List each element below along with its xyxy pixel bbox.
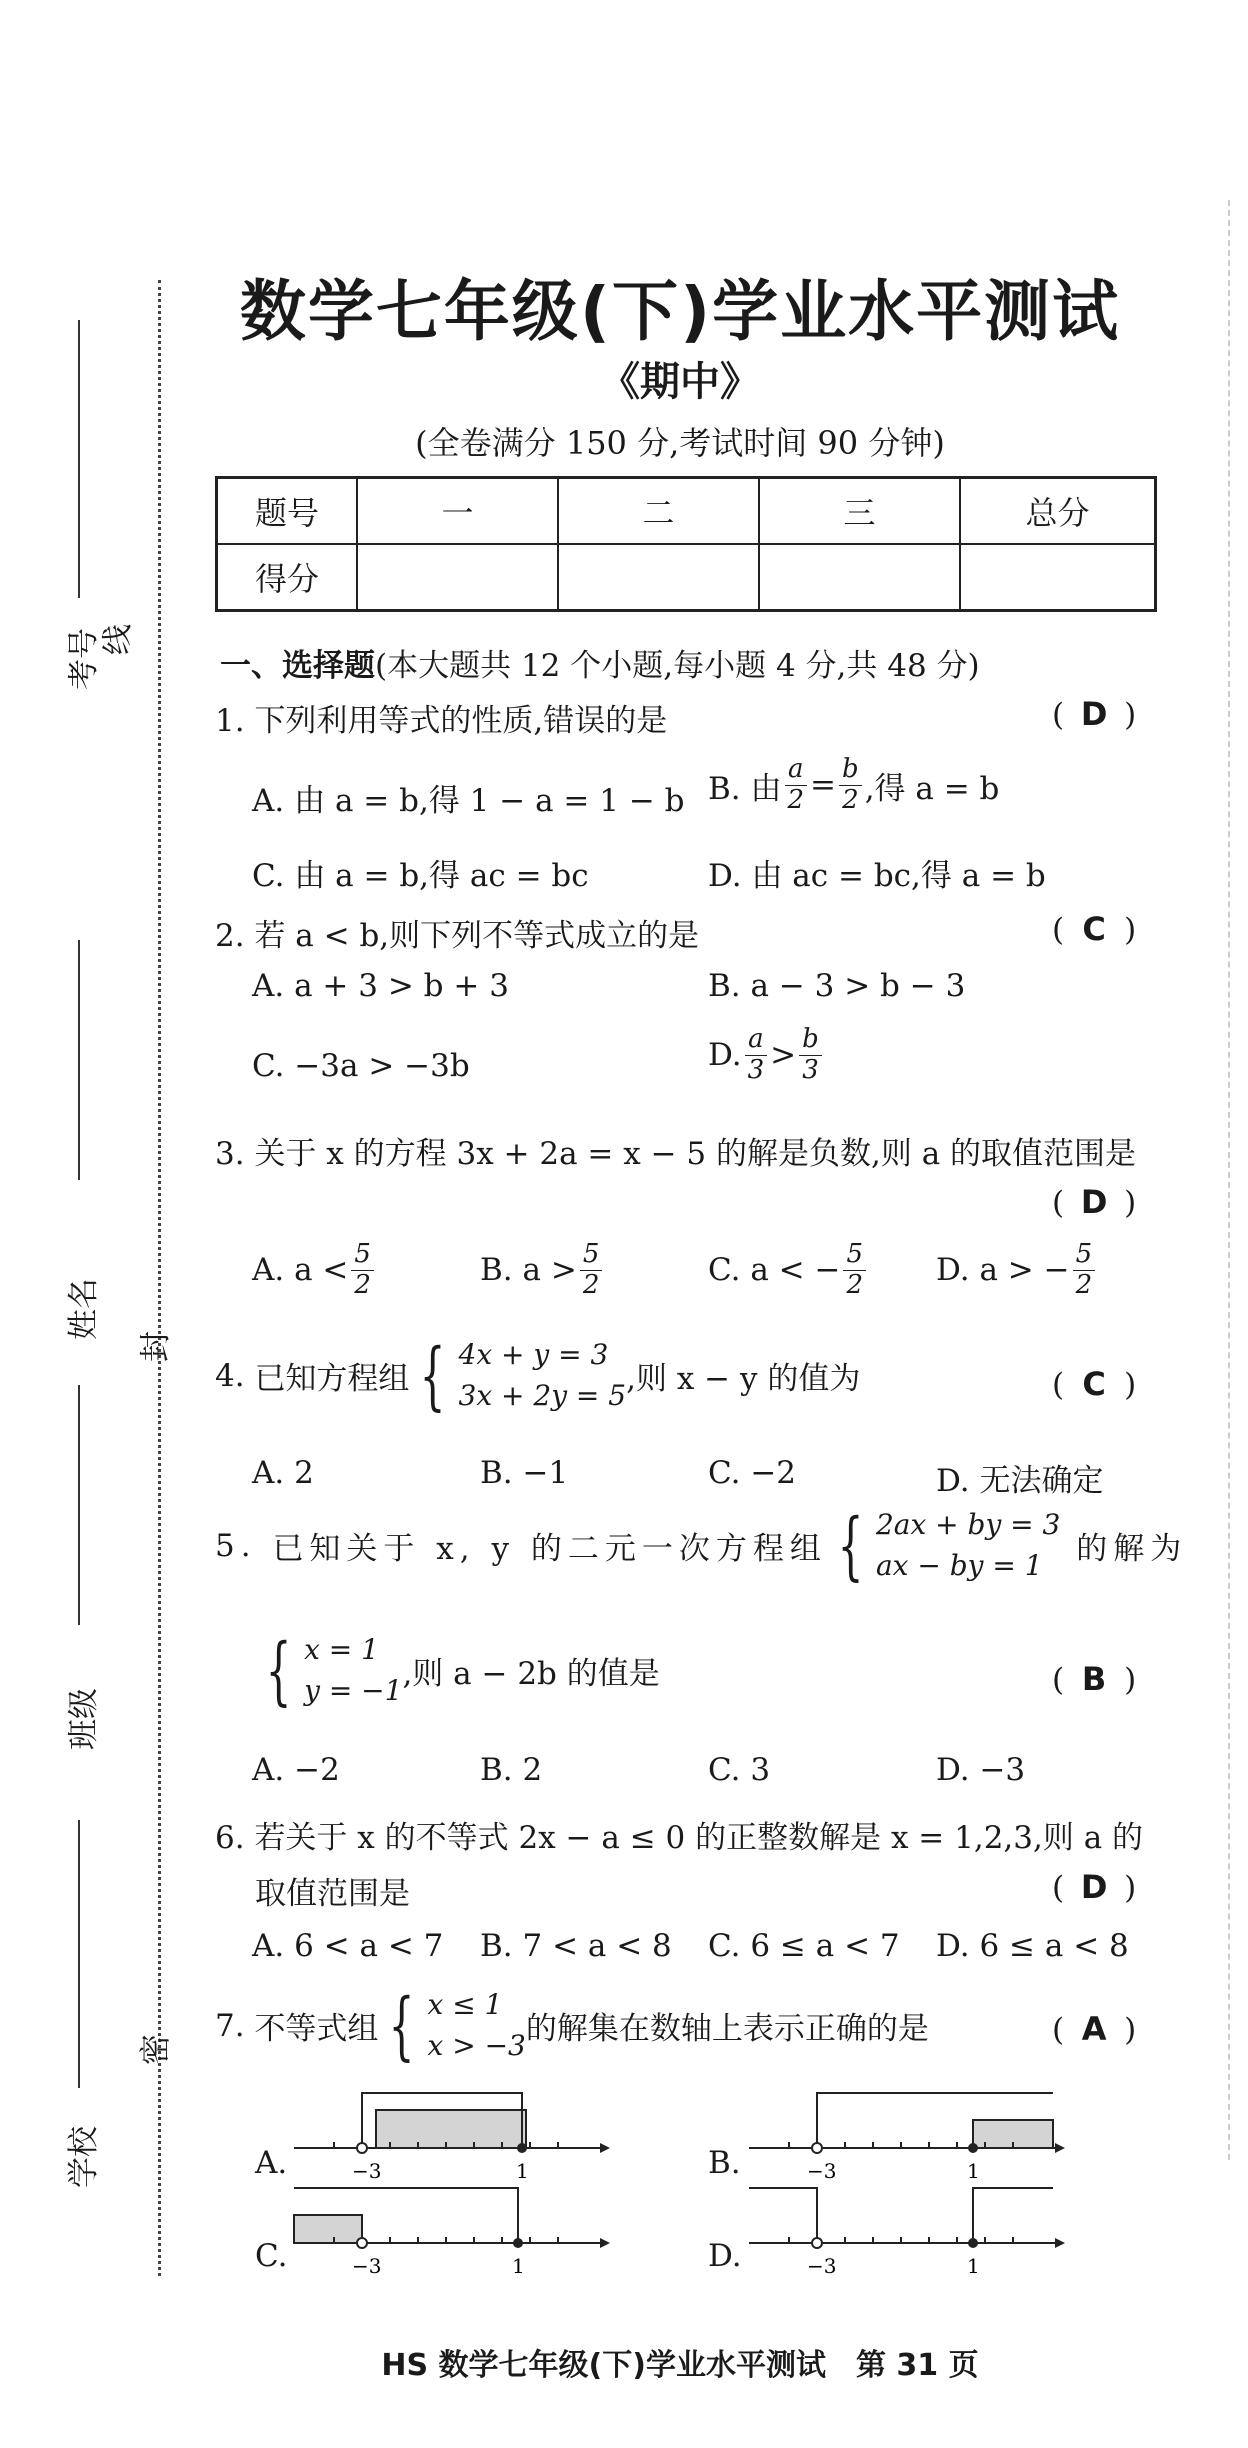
left-bracket — [749, 2188, 817, 2243]
question-6-stem — [215, 1812, 1143, 1857]
option-c[interactable]: C. 6 ≤ a < 7 — [708, 1928, 900, 1964]
question-text: 若关于 x 的不等式 2x − a ≤ 0 的正整数解是 x = 1,2,3,则 a 的 — [254, 1820, 1144, 1856]
question-number: 5. — [215, 1527, 257, 1564]
question-text: 下列利用等式的性质,错误的是 — [254, 703, 668, 739]
question-text: ,则 a − 2b 的值是 — [402, 1656, 660, 1693]
denominator: 2 — [1075, 1269, 1093, 1300]
option-b[interactable] — [708, 755, 999, 816]
tick-label: −3 — [352, 2159, 382, 2183]
question-4-stem — [215, 1332, 861, 1419]
question-number: 2. — [215, 918, 245, 954]
option-text: C. a < − — [708, 1252, 841, 1289]
denominator: 2 — [787, 784, 805, 815]
question-text: ,则 x − y 的值为 — [626, 1361, 861, 1398]
fraction — [1073, 1240, 1096, 1301]
option-text: = — [810, 767, 837, 804]
option-text: > — [770, 1037, 797, 1074]
numerator: a — [745, 1025, 767, 1056]
question-text: 不等式组 — [254, 2011, 379, 2048]
page-footer: HS 数学七年级(下)学业水平测试 第 31 页 — [381, 2348, 979, 2383]
numberline-option-c[interactable] — [290, 2175, 610, 2285]
score-cell: 题号 — [217, 478, 358, 545]
inequality: x ≤ 1 — [427, 1988, 503, 2021]
numberline-option-b[interactable] — [745, 2080, 1065, 2190]
closed-point — [517, 2143, 527, 2153]
closed-point — [968, 2143, 978, 2153]
denominator: 2 — [354, 1269, 371, 1300]
equation-system — [409, 1332, 627, 1419]
denominator: 2 — [846, 1269, 864, 1300]
xingming-label: 姓名 — [66, 1278, 102, 1340]
option-b[interactable]: B. −1 — [480, 1455, 569, 1491]
score-cell: 二 — [558, 478, 759, 545]
xuexiao-field-line[interactable] — [78, 1820, 80, 2088]
answer-letter: A — [1081, 2010, 1107, 2048]
left-brace-icon: { — [389, 1982, 415, 2069]
shaded-region — [294, 2215, 362, 2243]
denominator: 2 — [842, 784, 859, 815]
numberline-option-d[interactable] — [745, 2175, 1065, 2285]
option-text: A. a < — [252, 1252, 349, 1289]
score-input-cell[interactable] — [558, 544, 759, 611]
question-number: 1. — [215, 703, 245, 739]
option-c[interactable]: C. — [255, 2238, 288, 2274]
score-input-cell[interactable] — [759, 544, 960, 611]
tick-label: 1 — [516, 2159, 529, 2183]
axis-arrow-icon — [1055, 2238, 1065, 2248]
section-label: 一、选择题 — [220, 648, 375, 684]
open-point — [357, 2238, 367, 2248]
option-a[interactable]: A. 由 a = b,得 1 − a = 1 − b — [252, 783, 685, 819]
banji-field-line[interactable] — [78, 1385, 80, 1625]
fraction — [843, 1240, 866, 1301]
tick-label: −3 — [352, 2254, 382, 2278]
option-a[interactable]: A. a + 3 > b + 3 — [252, 968, 509, 1004]
tick-label: −3 — [807, 2159, 837, 2183]
fraction — [839, 755, 862, 816]
banji-label: 班级 — [66, 1688, 102, 1750]
answer-box[interactable]: ( B ) — [1052, 1660, 1137, 1698]
answer-box[interactable]: ( C ) — [1052, 910, 1137, 948]
numerator: 5 — [580, 1240, 603, 1271]
axis-arrow-icon — [1055, 2143, 1065, 2153]
option-b[interactable]: B. 7 < a < 8 — [480, 1928, 672, 1964]
question-number: 4. — [215, 1357, 245, 1394]
option-c[interactable]: C. 由 a = b,得 ac = bc — [252, 858, 589, 894]
option-d[interactable]: D. 由 ac = bc,得 a = b — [708, 858, 1046, 894]
option-b[interactable]: B. a − 3 > b − 3 — [708, 968, 966, 1004]
option-b[interactable] — [480, 1240, 605, 1301]
exam-subtitle: 《期中》 — [600, 359, 760, 405]
option-c[interactable]: C. 3 — [708, 1752, 771, 1788]
option-a[interactable]: A. — [255, 2145, 288, 2181]
shaded-region — [376, 2110, 526, 2148]
question-2-stem — [215, 910, 699, 955]
exam-note: (全卷满分 150 分,考试时间 90 分钟) — [415, 424, 945, 462]
question-number: 7. — [215, 2007, 245, 2044]
question-text: 的解集在数轴上表示正确的是 — [525, 2011, 929, 2048]
numerator: 5 — [843, 1240, 866, 1271]
option-d[interactable]: D. 无法确定 — [936, 1463, 1104, 1499]
equation-system — [827, 1502, 1061, 1589]
answer-letter: D — [1080, 1868, 1108, 1906]
answer-letter: C — [1082, 910, 1106, 948]
fraction — [745, 1025, 768, 1086]
answer-box[interactable]: ( D ) — [1052, 695, 1137, 733]
option-text: D. — [708, 1037, 742, 1074]
answer-letter: D — [1080, 695, 1108, 733]
numberline-option-a[interactable] — [290, 2080, 610, 2190]
answer-box[interactable]: ( D ) — [1052, 1183, 1137, 1221]
score-input-cell[interactable] — [960, 544, 1156, 611]
option-a[interactable] — [252, 1240, 377, 1301]
score-cell: 总分 — [960, 478, 1156, 545]
option-text: ,得 a = b — [864, 770, 1000, 807]
numerator: 5 — [1073, 1240, 1096, 1271]
tick-label: 1 — [967, 2254, 980, 2278]
score-table-score-row — [217, 544, 1156, 611]
option-c[interactable] — [708, 1240, 869, 1301]
option-d[interactable]: D. 6 ≤ a < 8 — [936, 1928, 1129, 1964]
solution-system — [255, 1627, 403, 1714]
option-c[interactable]: C. −3a > −3b — [252, 1048, 470, 1084]
inequality-system — [378, 1982, 526, 2069]
equation: x = 1 — [304, 1633, 379, 1666]
question-3-stem — [215, 1128, 1136, 1173]
answer-box[interactable]: ( A ) — [1052, 2010, 1137, 2048]
open-point — [812, 2238, 822, 2248]
fraction — [785, 755, 808, 816]
inequality: x > −3 — [427, 2028, 526, 2062]
score-cell: 得分 — [217, 544, 358, 611]
tick-label: −3 — [807, 2254, 837, 2278]
answer-box[interactable]: ( D ) — [1052, 1868, 1137, 1906]
question-7-stem — [215, 1982, 929, 2069]
tick-label: 1 — [967, 2159, 980, 2183]
answer-letter: C — [1082, 1365, 1106, 1403]
left-brace-icon: { — [265, 1627, 292, 1714]
score-input-cell[interactable] — [357, 544, 558, 611]
margin-feng: 封 — [138, 1331, 174, 1362]
closed-point — [513, 2238, 523, 2248]
xingming-field-line[interactable] — [78, 940, 80, 1180]
equation: y = −1 — [304, 1673, 403, 1707]
equation: 4x + y = 3 — [458, 1338, 609, 1371]
page-title: 数学七年级(下)学业水平测试 — [239, 273, 1121, 350]
kaohao-field-line[interactable] — [78, 320, 80, 598]
option-b[interactable]: B. — [708, 2145, 741, 2181]
margin-xian: 线 — [100, 624, 136, 655]
section-desc: (本大题共 12 个小题,每小题 4 分,共 48 分) — [375, 648, 980, 684]
question-text: 关于 x 的方程 3x + 2a = x − 5 的解是负数,则 a 的取值范围是 — [254, 1136, 1137, 1172]
fraction — [799, 1025, 822, 1086]
question-6-stem-cont: 取值范围是 — [255, 1876, 410, 1912]
equation: ax − by = 1 — [875, 1548, 1043, 1582]
score-table-header-row — [217, 478, 1156, 545]
kaohao-label: 考号 — [66, 628, 102, 690]
equation: 2ax + by = 3 — [875, 1508, 1061, 1541]
question-text: 若 a < b,则下列不等式成立的是 — [254, 918, 700, 954]
option-text: D. a > − — [936, 1252, 1070, 1289]
option-a[interactable]: A. −2 — [252, 1752, 340, 1788]
left-brace-icon: { — [837, 1502, 864, 1589]
open-point — [357, 2143, 367, 2153]
answer-box[interactable]: ( C ) — [1052, 1365, 1137, 1403]
denominator: 3 — [747, 1054, 765, 1085]
option-a[interactable]: A. 6 < a < 7 — [252, 1928, 444, 1964]
question-text: 已知关于 x, y 的二元一次方程组 — [272, 1531, 827, 1568]
fraction — [580, 1240, 603, 1301]
tick-label: 1 — [512, 2254, 525, 2278]
binding-dotted-line — [158, 280, 161, 2276]
numerator: 5 — [351, 1240, 374, 1271]
question-5-stem — [215, 1502, 1188, 1589]
option-d[interactable] — [708, 1025, 825, 1086]
option-text: B. a > — [480, 1252, 577, 1289]
fraction — [351, 1240, 374, 1301]
axis-arrow-icon — [600, 2238, 610, 2248]
option-d[interactable]: D. — [708, 2238, 742, 2274]
open-point — [812, 2143, 822, 2153]
xuexiao-label: 学校 — [66, 2126, 102, 2188]
denominator: 2 — [582, 1269, 600, 1300]
left-brace-icon: { — [420, 1332, 446, 1419]
question-5-stem-cont — [255, 1627, 660, 1714]
score-table — [215, 476, 1157, 612]
option-b[interactable]: B. 2 — [480, 1752, 543, 1788]
option-text: B. 由 — [708, 770, 782, 807]
section-heading — [220, 640, 980, 685]
numerator: b — [839, 755, 862, 786]
denominator: 3 — [802, 1054, 819, 1085]
question-number: 3. — [215, 1136, 245, 1172]
closed-point — [968, 2238, 978, 2248]
axis-arrow-icon — [600, 2143, 610, 2153]
question-text: 的解为 — [1076, 1531, 1188, 1568]
question-text: 已知方程组 — [254, 1361, 410, 1398]
question-1-stem — [215, 695, 667, 740]
margin-mi: 密 — [138, 2034, 174, 2065]
numerator: b — [799, 1025, 822, 1056]
score-cell: 一 — [357, 478, 558, 545]
score-cell: 三 — [759, 478, 960, 545]
answer-letter: B — [1081, 1660, 1107, 1698]
option-d[interactable]: D. −3 — [936, 1752, 1026, 1788]
question-number: 6. — [215, 1820, 245, 1856]
equation: 3x + 2y = 5 — [458, 1378, 627, 1412]
answer-letter: D — [1080, 1183, 1108, 1221]
option-a[interactable]: A. 2 — [252, 1455, 314, 1491]
numerator: a — [785, 755, 807, 786]
right-bracket — [973, 2188, 1053, 2243]
option-d[interactable] — [936, 1240, 1098, 1301]
right-edge-line — [1228, 200, 1230, 2160]
option-c[interactable]: C. −2 — [708, 1455, 797, 1491]
